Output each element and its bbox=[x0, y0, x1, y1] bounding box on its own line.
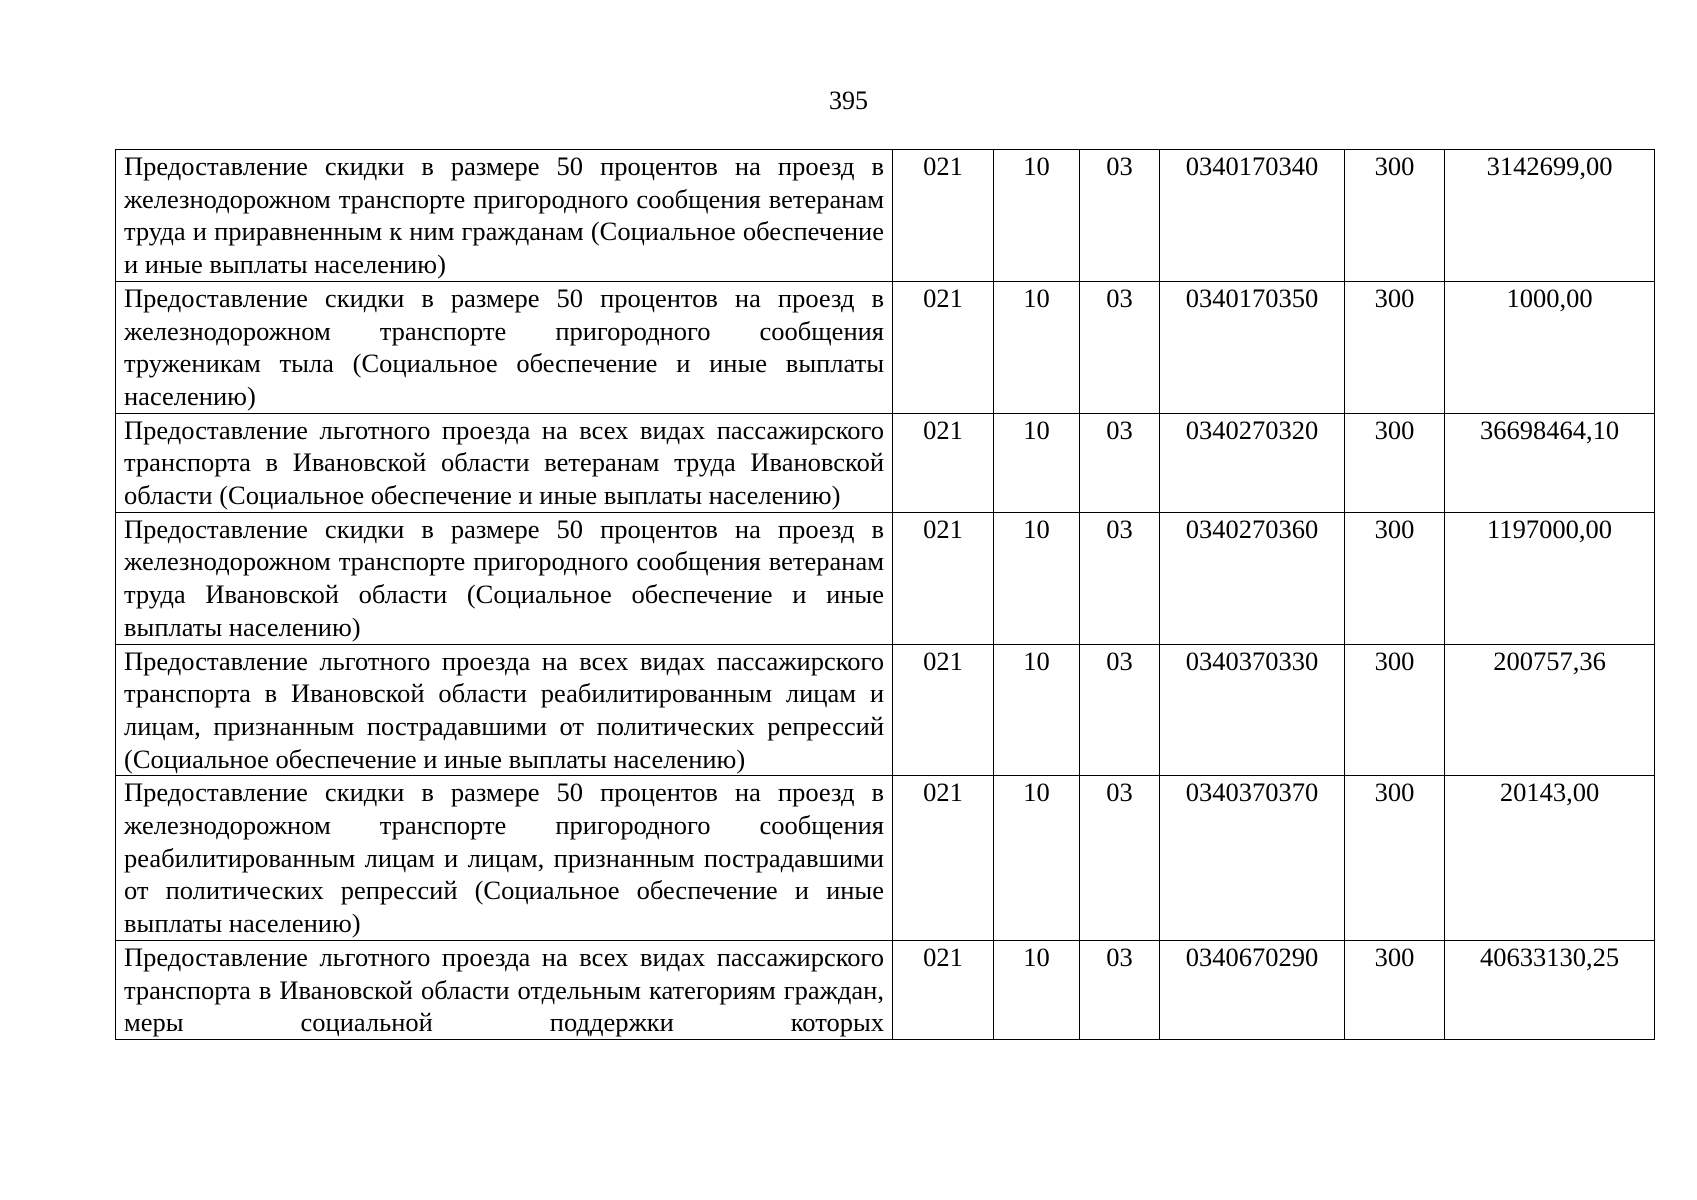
subsection-code: 03 bbox=[1080, 150, 1160, 282]
page-number: 395 bbox=[829, 86, 868, 115]
expense-type-code: 300 bbox=[1345, 940, 1445, 1039]
section-code: 10 bbox=[994, 940, 1080, 1039]
amount: 40633130,25 bbox=[1445, 940, 1655, 1039]
row-description: Предоставление скидки в размере 50 процентов на проезд в железнодорожном транспорте пригородного сообщения ветеранам труда и приравненным к ним гражданам (Социальное обеспечение и иные выплаты населению) bbox=[116, 150, 893, 282]
target-article-code: 0340670290 bbox=[1160, 940, 1345, 1039]
expense-type-code: 300 bbox=[1345, 413, 1445, 512]
expense-type-code: 300 bbox=[1345, 512, 1445, 644]
section-code: 10 bbox=[994, 150, 1080, 282]
ministry-code: 021 bbox=[893, 512, 994, 644]
row-description: Предоставление скидки в размере 50 процентов на проезд в железнодорожном транспорте пригородного сообщения ветеранам труда Ивановской области (Социальное обеспечение и иные выплаты населению) bbox=[116, 512, 893, 644]
target-article-code: 0340370370 bbox=[1160, 776, 1345, 941]
table-row bbox=[116, 413, 1655, 512]
table-row bbox=[116, 281, 1655, 413]
target-article-code: 0340170340 bbox=[1160, 150, 1345, 282]
amount: 36698464,10 bbox=[1445, 413, 1655, 512]
amount: 1000,00 bbox=[1445, 281, 1655, 413]
target-article-code: 0340170350 bbox=[1160, 281, 1345, 413]
section-code: 10 bbox=[994, 644, 1080, 776]
target-article-code: 0340270360 bbox=[1160, 512, 1345, 644]
row-description: Предоставление льготного проезда на всех видах пассажирского транспорта в Ивановской области ветеранам труда Ивановской области (Социальное обеспечение и иные выплаты населению) bbox=[116, 413, 893, 512]
section-code: 10 bbox=[994, 776, 1080, 941]
subsection-code: 03 bbox=[1080, 644, 1160, 776]
subsection-code: 03 bbox=[1080, 281, 1160, 413]
budget-table bbox=[115, 149, 1655, 1040]
section-code: 10 bbox=[994, 413, 1080, 512]
ministry-code: 021 bbox=[893, 281, 994, 413]
target-article-code: 0340370330 bbox=[1160, 644, 1345, 776]
target-article-code: 0340270320 bbox=[1160, 413, 1345, 512]
section-code: 10 bbox=[994, 281, 1080, 413]
row-description: Предоставление скидки в размере 50 процентов на проезд в железнодорожном транспорте пригородного сообщения труженикам тыла (Социальное обеспечение и иные выплаты населению) bbox=[116, 281, 893, 413]
section-code: 10 bbox=[994, 512, 1080, 644]
ministry-code: 021 bbox=[893, 940, 994, 1039]
row-description: Предоставление льготного проезда на всех видах пассажирского транспорта в Ивановской области реабилитированным лицам и лицам, признанным пострадавшими от политических репрессий (Социальное обеспечение и иные выплаты населению) bbox=[116, 644, 893, 776]
row-description: Предоставление скидки в размере 50 процентов на проезд в железнодорожном транспорте пригородного сообщения реабилитированным лицам и лицам, признанным пострадавшими от политических репрессий (Социальное обеспечение и иные выплаты населению) bbox=[116, 776, 893, 941]
subsection-code: 03 bbox=[1080, 940, 1160, 1039]
amount: 200757,36 bbox=[1445, 644, 1655, 776]
amount: 1197000,00 bbox=[1445, 512, 1655, 644]
subsection-code: 03 bbox=[1080, 413, 1160, 512]
table-row bbox=[116, 644, 1655, 776]
subsection-code: 03 bbox=[1080, 512, 1160, 644]
table-row bbox=[116, 940, 1655, 1039]
expense-type-code: 300 bbox=[1345, 644, 1445, 776]
ministry-code: 021 bbox=[893, 150, 994, 282]
expense-type-code: 300 bbox=[1345, 281, 1445, 413]
ministry-code: 021 bbox=[893, 644, 994, 776]
table-row bbox=[116, 150, 1655, 282]
expense-type-code: 300 bbox=[1345, 776, 1445, 941]
amount: 3142699,00 bbox=[1445, 150, 1655, 282]
table-row bbox=[116, 512, 1655, 644]
table-row bbox=[116, 776, 1655, 941]
ministry-code: 021 bbox=[893, 776, 994, 941]
subsection-code: 03 bbox=[1080, 776, 1160, 941]
expense-type-code: 300 bbox=[1345, 150, 1445, 282]
ministry-code: 021 bbox=[893, 413, 994, 512]
row-description: Предоставление льготного проезда на всех видах пассажирского транспорта в Ивановской области отдельным категориям граждан, меры социальной поддержки которых bbox=[116, 940, 893, 1039]
amount: 20143,00 bbox=[1445, 776, 1655, 941]
